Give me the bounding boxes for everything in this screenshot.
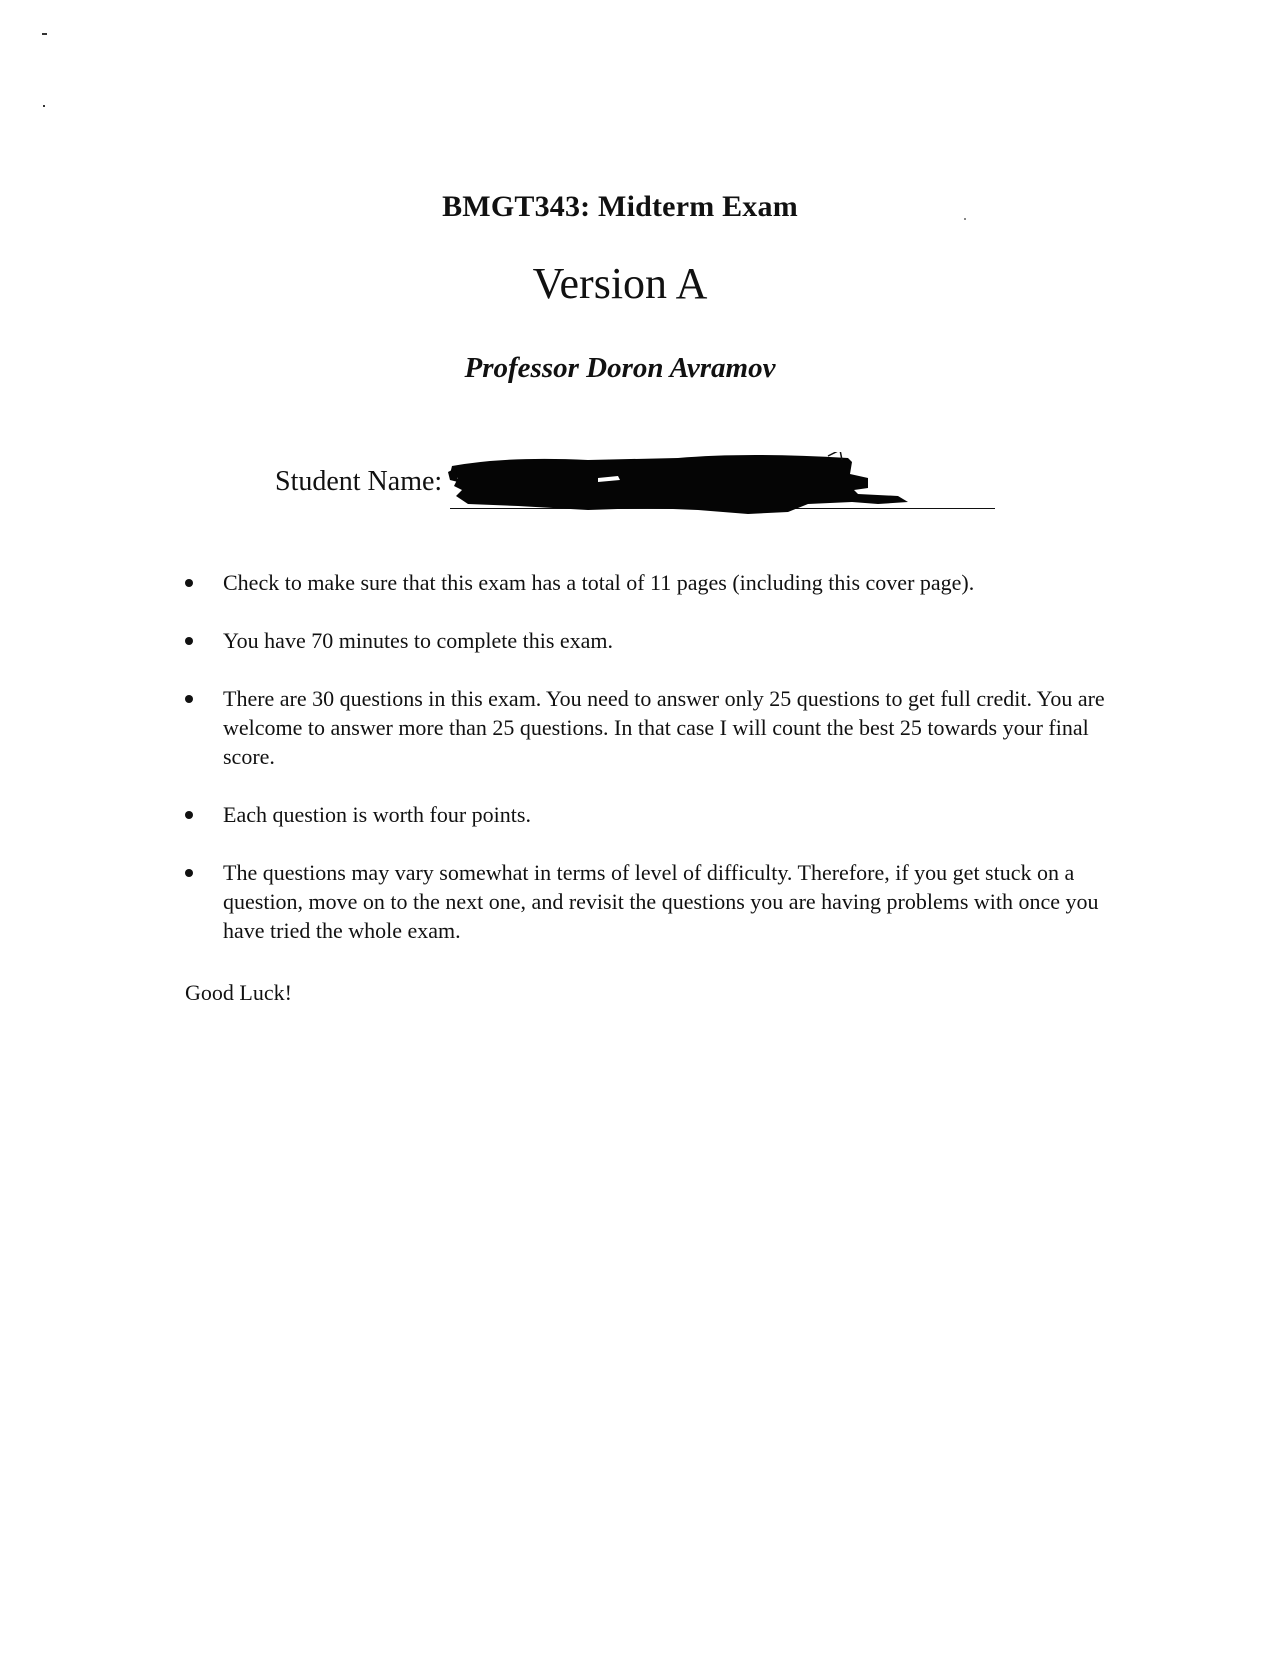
instruction-item bbox=[185, 626, 1105, 655]
instruction-item bbox=[185, 800, 1105, 829]
redaction-marker bbox=[448, 452, 918, 524]
scan-speck bbox=[42, 33, 47, 35]
bullet-icon bbox=[185, 637, 193, 645]
scan-speck bbox=[43, 105, 45, 107]
instruction-item bbox=[185, 684, 1105, 771]
exam-version: Version A bbox=[532, 259, 708, 308]
bullet-icon bbox=[185, 811, 193, 819]
instructions-list bbox=[185, 568, 1105, 974]
exam-title: BMGT343: Midterm Exam bbox=[442, 190, 798, 223]
instruction-text: Each question is worth four points. bbox=[223, 802, 531, 827]
instruction-item bbox=[185, 568, 1105, 597]
instruction-text: The questions may vary somewhat in terms of level of difficulty. Therefore, if you get stuck on a question, move on to the next one, and revisit the questions you are having problems with once you have tried the whole exam. bbox=[223, 860, 1099, 943]
bullet-icon bbox=[185, 579, 193, 587]
instruction-text: You have 70 minutes to complete this exam. bbox=[223, 628, 614, 653]
closing-text: Good Luck! bbox=[185, 980, 292, 1005]
instruction-text: Check to make sure that this exam has a total of 11 pages (including this cover page). bbox=[223, 570, 975, 595]
student-name-label: Student Name: bbox=[275, 466, 443, 497]
bullet-icon bbox=[185, 869, 193, 877]
instruction-text: There are 30 questions in this exam. You need to answer only 25 questions to get full credit. You are welcome to answer more than 25 questions. In that case I will count the best 25 towards your final score. bbox=[223, 686, 1105, 769]
professor-name: Professor Doron Avramov bbox=[464, 352, 776, 384]
instruction-item bbox=[185, 858, 1105, 945]
bullet-icon bbox=[185, 695, 193, 703]
student-name-row bbox=[275, 466, 442, 498]
